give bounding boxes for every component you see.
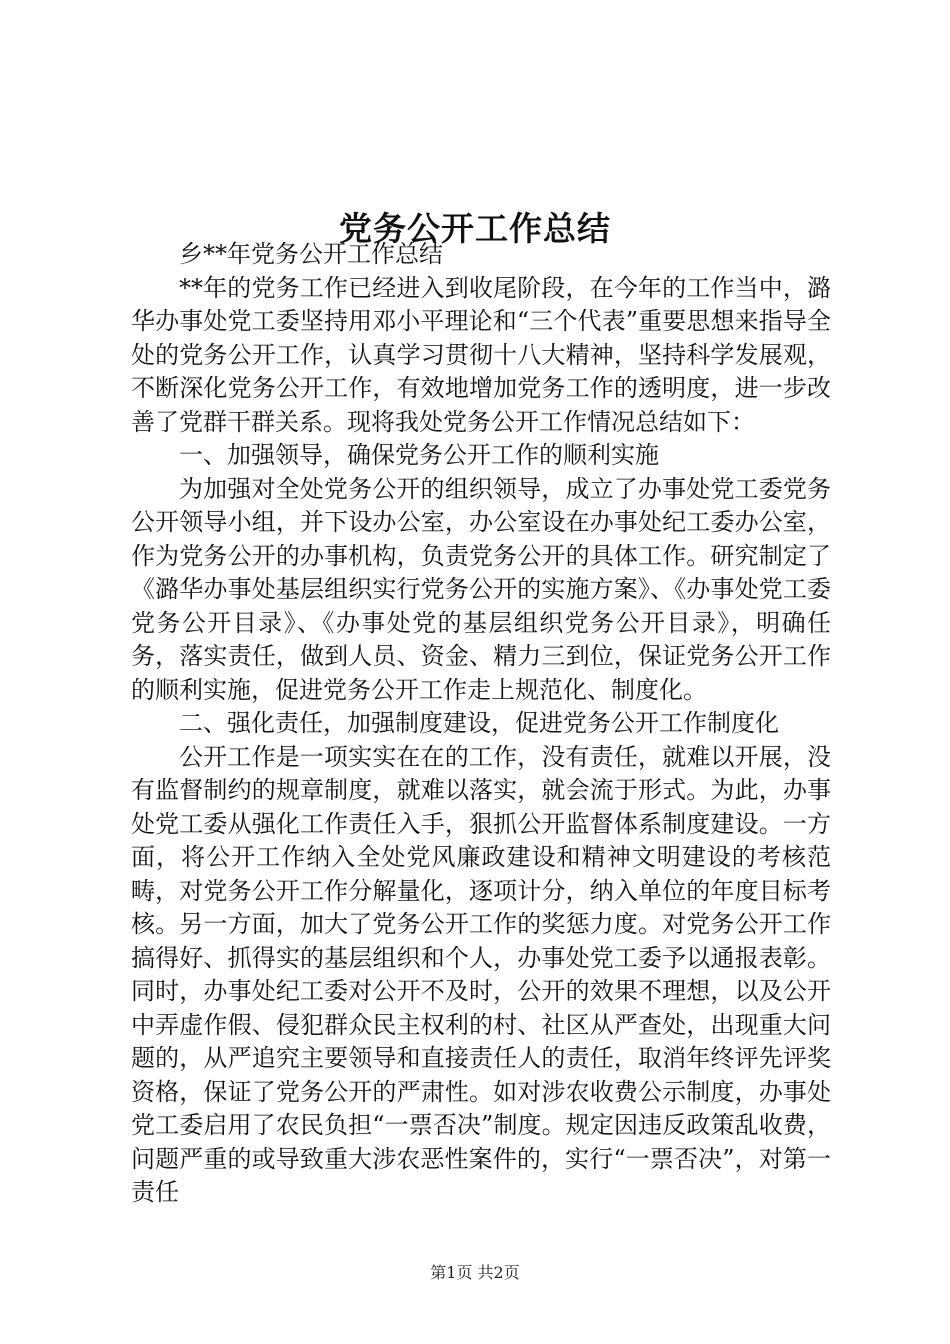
intro-paragraph: **年的党务工作已经进入到收尾阶段，在今年的工作当中，潞华办事处党工委坚持用邓小平理论和“三个代表”重要思想来指导全处的党务公开工作，认真学习贯彻十八大精神，坚持科学发展观，不断深化党务公开工作，有效地增加党务工作的透明度，进一步改善了党群干群关系。现将我处党务公开工作情况总结如下： <box>131 273 831 436</box>
page-title: 党务公开工作总结 <box>339 209 611 249</box>
subtitle-paragraph: 乡**年党务公开工作总结 <box>179 240 443 268</box>
section-heading-2: 二、强化责任，加强制度建设，促进党务公开工作制度化 <box>179 709 779 737</box>
document-body <box>131 238 831 1210</box>
section-1-paragraph: 为加强对全处党务公开的组织领导，成立了办事处党工委党务公开领导小组，并下设办公室，办公室设在办事处纪工委办公室，作为党务公开的办事机构，负责党务公开的具体工作。研究制定了《潞华办事处基层组织实行党务公开的实施方案》、《办事处党工委党务公开目录》、《办事处党的基层组织党务公开目录》，明确任务，落实责任，做到人员、资金、精力三到位，保证党务公开工作的顺利实施，促进党务公开工作走上规范化、制度化。 <box>131 474 831 704</box>
section-heading-1: 一、加强领导，确保党务公开工作的顺利实施 <box>179 441 659 469</box>
section-2-paragraph: 公开工作是一项实实在在的工作，没有责任，就难以开展，没有监督制约的规章制度，就难以落实，就会流于形式。为此，办事处党工委从强化工作责任入手，狠抓公开监督体系制度建设。一方面，将公开工作纳入全处党风廉政建设和精神文明建设的考核范畴，对党务公开工作分解量化，逐项计分，纳入单位的年度目标考核。另一方面，加大了党务公开工作的奖惩力度。对党务公开工作搞得好、抓得实的基层组织和个人，办事处党工委予以通报表彰。同时，办事处纪工委对公开不及时，公开的效果不理想，以及公开中弄虚作假、侵犯群众民主权利的村、社区从严查处，出现重大问题的，从严追究主要领导和直接责任人的责任，取消年终评先评奖资格，保证了党务公开的严肃性。如对涉农收费公示制度，办事处党工委启用了农民负担“一票否决”制度。规定因违反政策乱收费，问题严重的或导致重大涉农恶性案件的，实行“一票否决”，对第一责任 <box>131 742 831 1206</box>
page-number-footer: 第1页 共2页 <box>430 1263 520 1282</box>
